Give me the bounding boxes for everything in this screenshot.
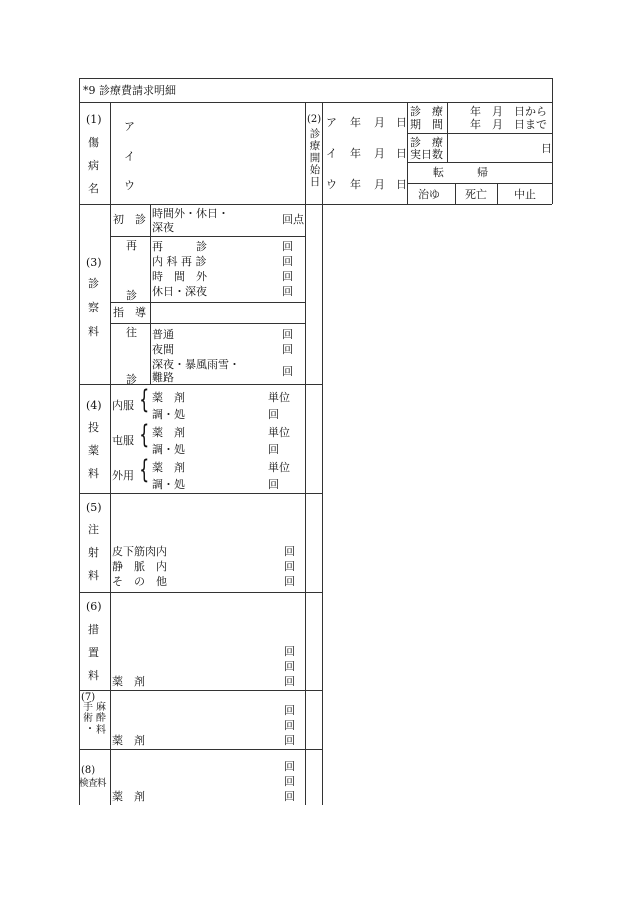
s7-number: (7) [81, 692, 96, 703]
saishin-item: 内 科 再 診 [152, 255, 207, 268]
period-label: 診 療 [410, 105, 443, 118]
s7-bottom-line [79, 749, 322, 750]
s5-bottom-line [79, 592, 322, 593]
diagnosis-item-a[interactable]: ア [124, 120, 135, 133]
s1-label-char: 傷 [88, 136, 99, 149]
injection-item: 静 脈 内 [112, 560, 167, 573]
prep-unit[interactable]: 回 [268, 443, 279, 456]
count-unit[interactable]: 回 [284, 645, 295, 658]
oushin-item: 夜間 [152, 343, 174, 356]
prep-label: 調・処 [152, 478, 185, 491]
s3-label-char: 察 [88, 301, 99, 314]
oushin-label: 診 [126, 373, 137, 386]
period-left-line [407, 102, 408, 204]
s5-label-char: 注 [88, 523, 99, 536]
s4-bottom-line [79, 493, 322, 494]
s3-number: (3) [86, 256, 102, 269]
external-label: 外用 [112, 469, 134, 482]
count-unit[interactable]: 回 [284, 704, 295, 717]
diagnosis-item-i[interactable]: イ [124, 150, 135, 163]
period-label-line [447, 102, 448, 162]
shoshin-label: 初 診 [113, 213, 146, 226]
prn-label: 屯服 [112, 434, 134, 447]
year-unit: 年 [350, 116, 361, 129]
prep-label: 調・処 [152, 443, 185, 456]
s3-bottom-line [79, 384, 322, 385]
outcome-divider [455, 183, 456, 204]
count-unit[interactable]: 回 [284, 775, 295, 788]
outcome-header-line [407, 183, 552, 184]
surgery-drug-label: 薬 剤 [112, 734, 145, 747]
period-to[interactable]: 年 月 日まで [470, 118, 547, 131]
s6-label-char: 措 [88, 623, 99, 636]
label-column-line [110, 102, 111, 805]
count-unit[interactable]: 回 [284, 734, 295, 747]
s6-bottom-line [79, 690, 322, 691]
s4-number: (4) [86, 399, 102, 412]
injection-item: 皮下筋肉内 [112, 545, 167, 558]
drug-unit[interactable]: 単位 [268, 461, 290, 474]
count-unit[interactable]: 回 [284, 675, 295, 688]
s6-number: (6) [86, 600, 102, 613]
exam-drug-label: 薬 剤 [112, 790, 145, 803]
drug-label: 薬 剤 [152, 391, 185, 404]
days-label: 診 療 [410, 136, 443, 149]
form-title: *9 診療費請求明細 [83, 84, 176, 97]
s4-label-char: 料 [88, 467, 99, 480]
count-unit[interactable]: 回 [282, 255, 293, 268]
s3-row-line [110, 323, 305, 324]
count-unit[interactable]: 回 [284, 790, 295, 803]
right-column-line [322, 102, 323, 805]
count-unit[interactable]: 回 [282, 365, 293, 378]
count-unit[interactable]: 回 [284, 575, 295, 588]
drug-unit[interactable]: 単位 [268, 426, 290, 439]
month-unit: 月 [374, 116, 385, 129]
frame-top-line [79, 78, 552, 79]
start-date-row-u: ウ [326, 178, 337, 191]
drug-label: 薬 剤 [152, 426, 185, 439]
outcome-label: 転 帰 [433, 166, 488, 179]
s5-label-char: 射 [88, 546, 99, 559]
s5-number: (5) [86, 501, 102, 514]
outcome-cured[interactable]: 治ゆ [418, 188, 440, 201]
s3-row-line [110, 302, 305, 303]
s3-row-line [110, 236, 305, 237]
start-date-row-a: ア [326, 116, 337, 129]
frame-left-line [79, 78, 80, 805]
year-unit: 年 [350, 178, 361, 191]
s6-label-char: 置 [88, 646, 99, 659]
s1-label-char: 病 [88, 159, 99, 172]
days-label: 実日数 [410, 148, 443, 161]
saishin-item: 休日・深夜 [152, 285, 207, 298]
s5-label-char: 料 [88, 569, 99, 582]
prep-label: 調・処 [152, 408, 185, 421]
brace-icon: { [139, 385, 150, 415]
period-from[interactable]: 年 月 日から [470, 105, 547, 118]
shoshin-unit[interactable]: 回点 [282, 213, 304, 226]
oushin-item: 難路 [152, 371, 174, 384]
s7-label: 手術 [83, 702, 93, 724]
frame-right-line [552, 78, 553, 204]
saishin-item: 再 診 [152, 240, 207, 253]
count-unit[interactable]: 回 [282, 240, 293, 253]
start-date-row-i: イ [326, 147, 337, 160]
month-unit: 月 [374, 178, 385, 191]
s4-label-char: 投 [88, 421, 99, 434]
s1-number: (1) [86, 113, 102, 126]
count-unit[interactable]: 回 [284, 760, 295, 773]
drug-label: 薬 剤 [152, 461, 185, 474]
period-bottom-line [407, 133, 552, 134]
count-unit[interactable]: 回 [282, 285, 293, 298]
oushin-item: 深夜・暴風雨雪・ [152, 358, 240, 371]
title-bottom-line [79, 102, 552, 103]
shoshin-item: 深夜 [152, 221, 174, 234]
s6-label-char: 料 [88, 669, 99, 682]
s2-label: 診療開始日 [309, 128, 321, 189]
day-unit: 日 [396, 178, 407, 191]
s3-sub-line [150, 204, 151, 384]
item-column-line [305, 102, 306, 805]
diagnosis-item-u[interactable]: ウ [124, 179, 135, 192]
saishin-label: 診 [126, 289, 137, 302]
shoshin-item: 時間外・休日・ [152, 207, 229, 220]
prep-unit[interactable]: 回 [268, 478, 279, 491]
count-unit[interactable]: 回 [284, 660, 295, 673]
s2-number: (2) [307, 114, 322, 125]
brace-icon: { [139, 420, 150, 450]
count-unit[interactable]: 回 [284, 560, 295, 573]
count-unit[interactable]: 回 [282, 270, 293, 283]
s3-label-char: 診 [88, 277, 99, 290]
oushin-label: 往 [126, 326, 137, 339]
year-unit: 年 [350, 147, 361, 160]
days-bottom-line [407, 162, 552, 163]
day-unit: 日 [396, 116, 407, 129]
shido-label: 指 導 [113, 306, 146, 319]
s7-label: 麻酔 [96, 702, 106, 724]
drug-unit[interactable]: 単位 [268, 391, 290, 404]
s8-number: (8) [81, 765, 96, 776]
s4-label-char: 薬 [88, 444, 99, 457]
injection-item: そ の 他 [112, 575, 167, 588]
days-unit[interactable]: 日 [541, 142, 552, 155]
count-unit[interactable]: 回 [284, 545, 295, 558]
s7-label: 料 [96, 725, 106, 736]
count-unit[interactable]: 回 [284, 719, 295, 732]
month-unit: 月 [374, 147, 385, 160]
saishin-item: 時 間 外 [152, 270, 207, 283]
day-unit: 日 [396, 147, 407, 160]
prep-unit[interactable]: 回 [268, 408, 279, 421]
s8-label: 検査料 [79, 778, 107, 789]
brace-icon: { [139, 455, 150, 485]
saishin-label: 再 [126, 239, 137, 252]
outcome-stopped[interactable]: 中止 [514, 188, 536, 201]
count-unit[interactable]: 回 [282, 328, 293, 341]
count-unit[interactable]: 回 [282, 343, 293, 356]
outcome-divider [497, 183, 498, 204]
outcome-died[interactable]: 死亡 [465, 188, 487, 201]
period-label: 期 間 [410, 118, 443, 131]
procedure-drug-label: 薬 剤 [112, 675, 145, 688]
s3-label-char: 料 [88, 325, 99, 338]
oral-label: 内服 [112, 399, 134, 412]
oushin-item: 普通 [152, 328, 174, 341]
s7-label: ・ [85, 724, 95, 735]
s1-label-char: 名 [88, 182, 99, 195]
